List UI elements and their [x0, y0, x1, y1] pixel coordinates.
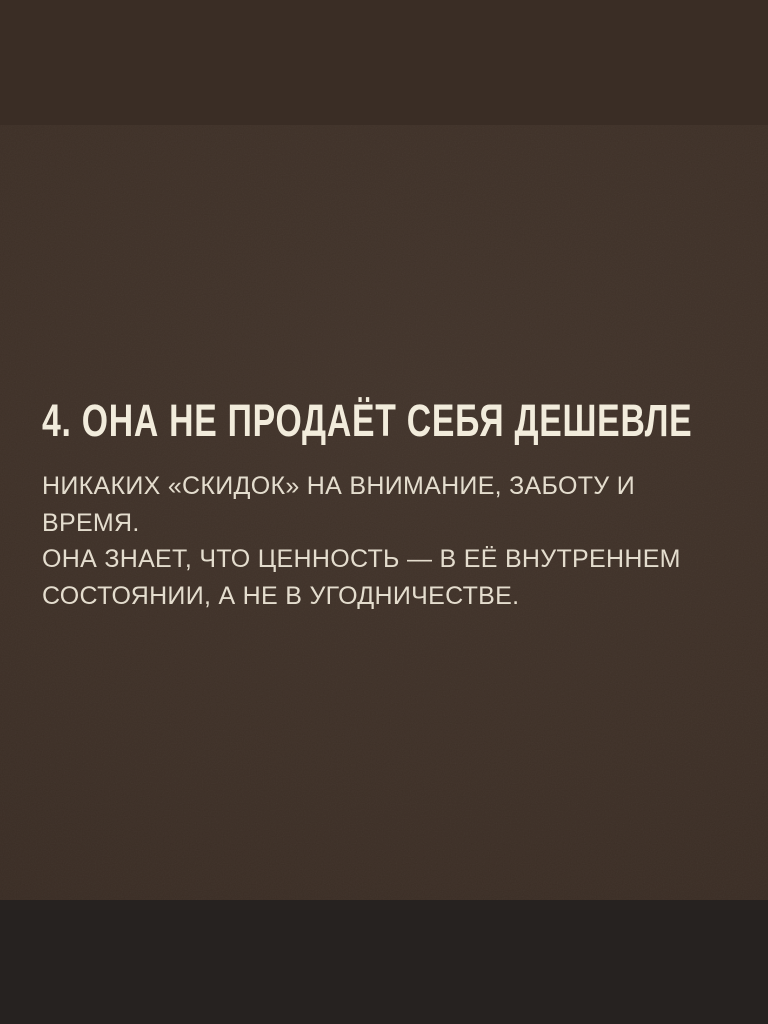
- top-margin-band: [0, 0, 768, 125]
- body-line-3: ОНА ЗНАЕТ, ЧТО ЦЕННОСТЬ — В ЕЁ ВНУТРЕННЕМ: [42, 545, 681, 573]
- card-title: 4. ОНА НЕ ПРОДАЁТ СЕБЯ ДЕШЕВЛЕ: [42, 395, 693, 446]
- body-line-2: ВРЕМЯ.: [42, 508, 140, 537]
- bottom-margin-band: [0, 900, 768, 1024]
- body-line-1: НИКАКИХ «СКИДОК» НА ВНИМАНИЕ, ЗАБОТУ И: [42, 472, 635, 500]
- body-line-4: СОСТОЯНИИ, А НЕ В УГОДНИЧЕСТВЕ.: [42, 581, 520, 610]
- card-body: [42, 468, 742, 614]
